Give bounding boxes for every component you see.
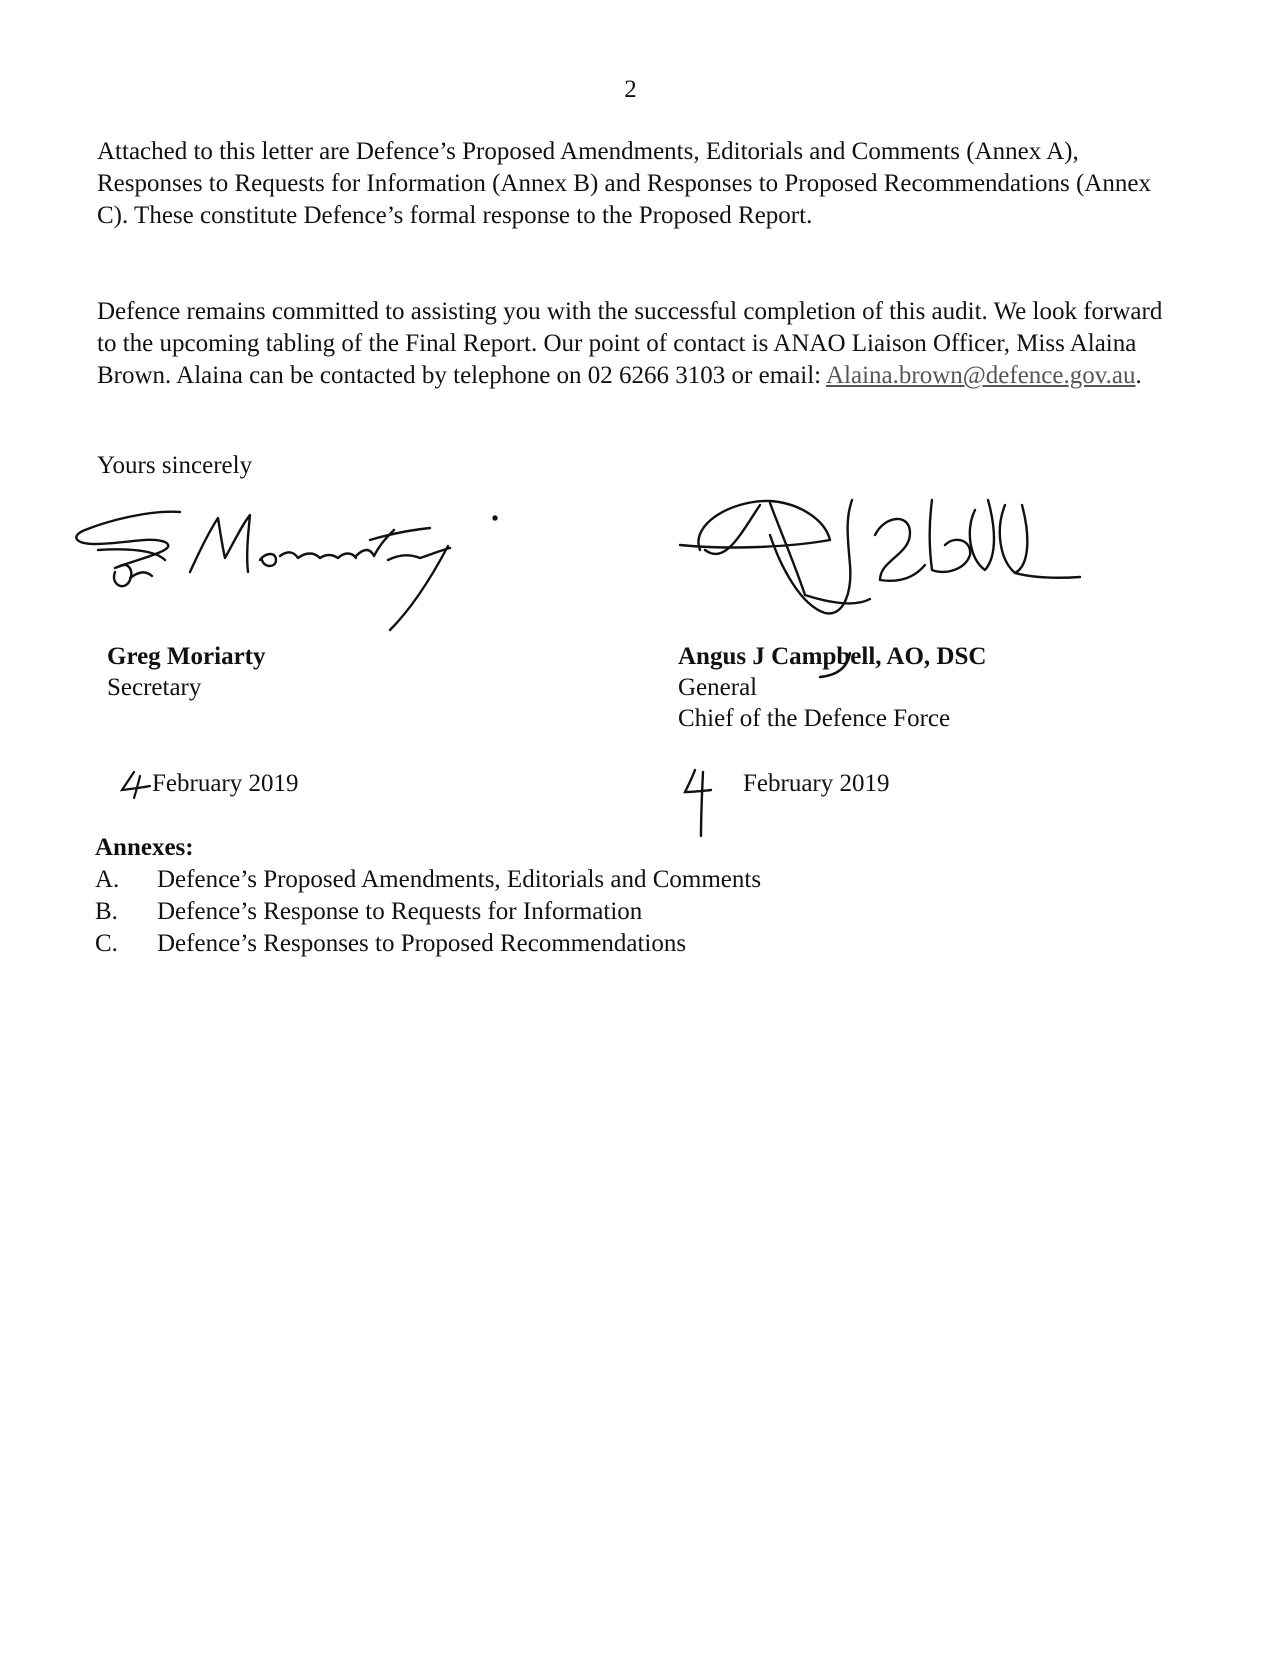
annex-text: Defence’s Responses to Proposed Recommendations [157, 930, 687, 957]
email-link[interactable]: Alaina.brown@defence.gov.au [825, 362, 1136, 389]
signatory-rank: General [678, 674, 758, 701]
paragraph-contact-text: Defence remains committed to assisting you with the successful completion of this audit. We look forward to the upcoming tabling of the Final Report. Our point of contact is ANAO Liaison Officer, Miss Alaina Brown. Alaina can be contacted by telephone on 02 6266 3103 or email: [97, 298, 1163, 389]
email-suffix: . [1135, 362, 1142, 389]
paragraph-attachments: Attached to this letter are Defence’s Proposed Amendments, Editorials and Comments (Annex A), Responses to Requests for Information (Annex B) and Responses to Proposed Recommendations (Annex C). These constitute Defence’s formal response to the Proposed Report. [97, 138, 1152, 229]
signature-moriarty [70, 500, 520, 660]
annex-letter: A. [95, 866, 120, 893]
annexes-heading: Annexes: [95, 834, 194, 861]
paragraph-contact [97, 296, 1177, 392]
annex-item [95, 896, 761, 928]
handwritten-day-4 [683, 768, 713, 838]
signatory-name: Angus J Campbell, AO, DSC [678, 643, 987, 670]
date-moriarty [120, 770, 299, 800]
annex-text: Defence’s Proposed Amendments, Editorials and Comments [157, 866, 762, 893]
closing-salutation: Yours sincerely [97, 452, 253, 479]
date-campbell [683, 770, 890, 838]
page-number: 2 [624, 76, 637, 103]
signatory-moriarty [107, 641, 266, 703]
annex-text: Defence’s Response to Requests for Information [157, 898, 643, 925]
date-month-year: February 2019 [152, 770, 299, 797]
annex-letter: B. [95, 898, 118, 925]
signatory-campbell [678, 641, 986, 734]
annexes-list [95, 832, 761, 960]
signatory-title: Chief of the Defence Force [678, 705, 951, 732]
handwritten-day-4 [120, 770, 152, 800]
annex-item [95, 928, 761, 960]
signatory-title: Secretary [107, 674, 202, 701]
signatory-name: Greg Moriarty [107, 643, 266, 670]
annex-letter: C. [95, 930, 118, 957]
annex-item [95, 864, 761, 896]
date-month-year: February 2019 [743, 770, 890, 797]
